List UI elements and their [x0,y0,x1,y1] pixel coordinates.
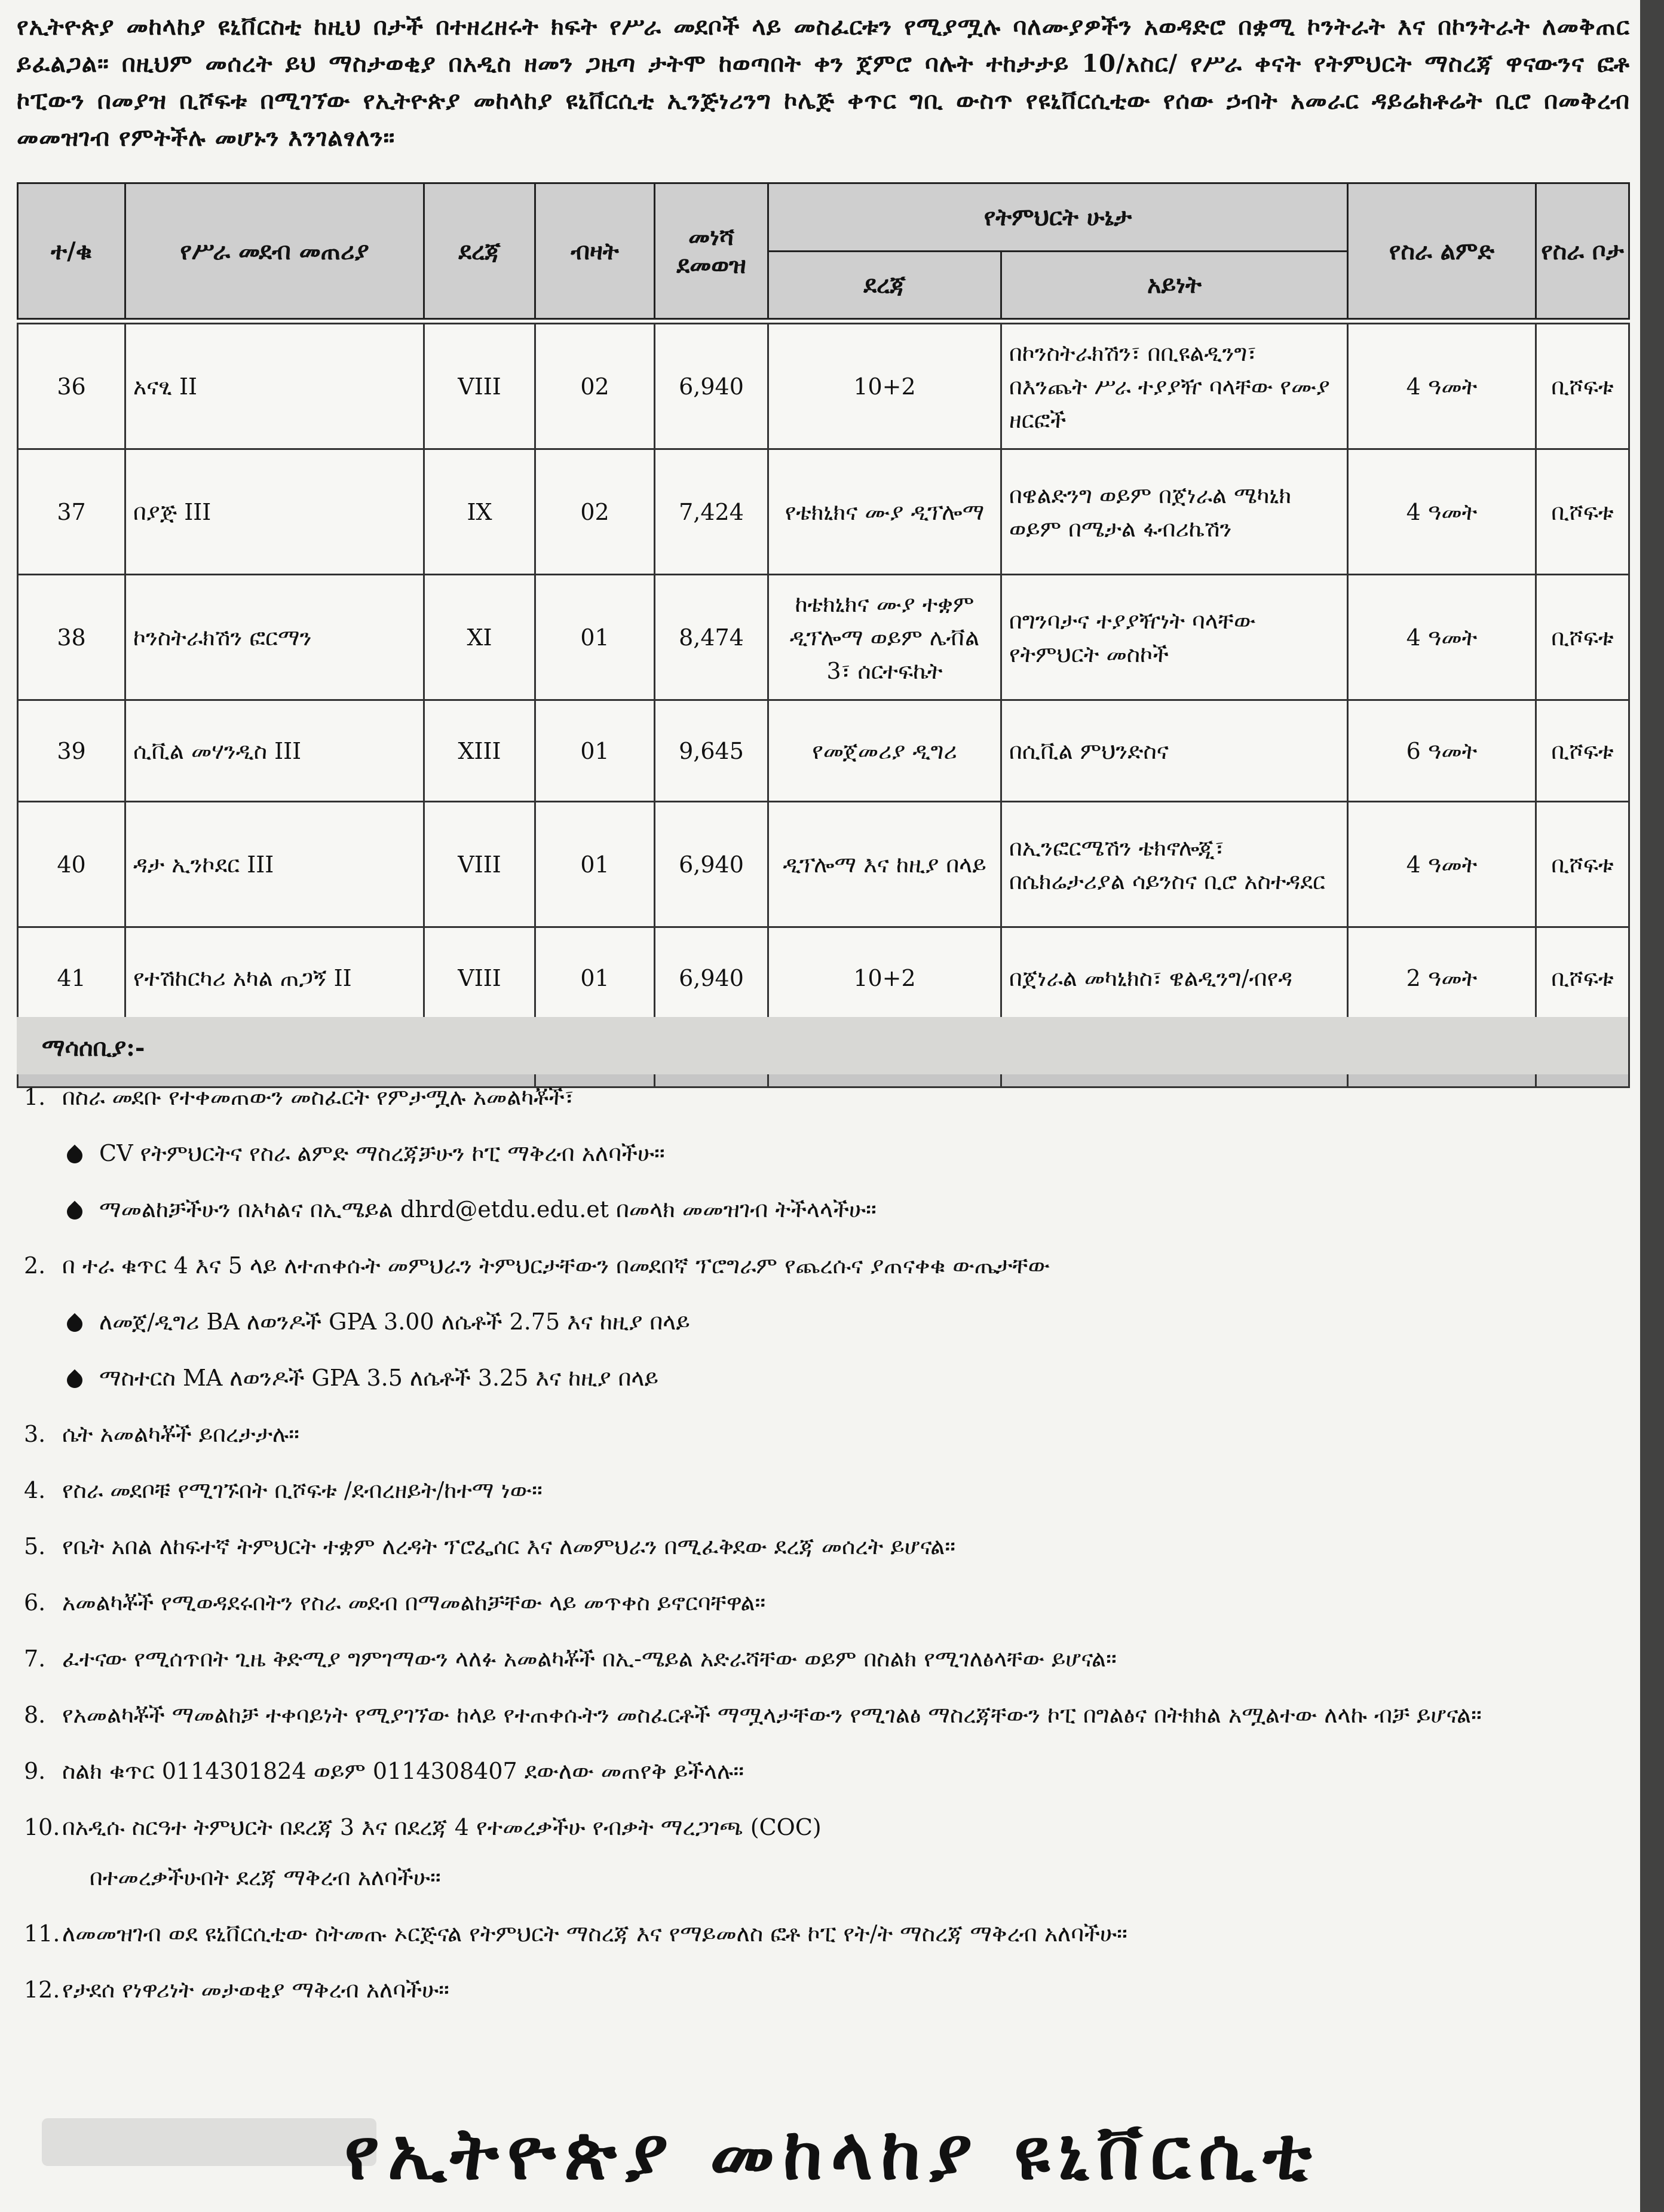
footer-title: የኢትዮጵያ መከላከያ ዩኒቨርሲቲ [344,2112,1320,2196]
note-9: 9. ስልክ ቁጥር 0114301824 ወይም 0114308407 ደውለው መጠየቅ ይችላሉ። [24,1758,744,1784]
note-4: 4. የስራ መደቦቹ የሚገኙበት ቢሾፍቱ /ደብረዘይት/ከተማ ነው። [24,1477,543,1503]
cell-qty: 02 [535,449,655,575]
cell-title: በያጅ III [125,449,424,575]
cell-grade: XI [424,575,535,700]
cell-grade: VIII [424,324,535,449]
cell-location: ቢሾፍቱ [1536,324,1629,449]
cell-experience: 4 ዓመት [1348,324,1536,449]
cell-location: ቢሾፍቱ [1536,449,1629,575]
cell-level: ዲፕሎማ እና ከዚያ በላይ [768,802,1001,927]
vacancy-table [17,323,1630,1088]
header-qty: ብዛት [535,183,655,319]
header-location: የስራ ቦታ [1536,183,1629,319]
note-1a: CV የትምህርትና የስራ ልምድ ማስረጃቻሁን ኮፒ ማቅረብ አለባችሁ። [67,1139,1625,1168]
cell-level: የቴክኒክና ሙያ ዲፕሎማ [768,449,1001,575]
note-2b: ማስተርስ MA ለወንዶች GPA 3.5 ለሴቶች 3.25 እና ከዚያ በላይ [67,1364,1625,1392]
cell-no: 36 [18,324,125,449]
cell-qty: 01 [535,802,655,927]
note-7: 7. ፈተናው የሚሰጥበት ጊዜ ቅድሚያ ግምገማውን ላለፉ አመልካቾች በኢ-ሜይል አድራሻቸው ወይም በስልክ የሚገለፅላቸው ይሆናል። [24,1646,1117,1672]
note-1b: ማመልከቻችሁን በአካልና በኢሜይል dhrd@etdu.edu.et በመላክ መመዝገብ ትችላላችሁ። [67,1195,1625,1224]
cell-no: 38 [18,575,125,700]
vacancy-table-header [17,182,1630,320]
cell-title: ዳታ ኢንኮደር III [125,802,424,927]
cell-no: 41 [18,927,125,1029]
notes-band [17,1017,1628,1074]
cell-grade: VIII [424,802,535,927]
cell-location: ቢሾፍቱ [1536,575,1629,700]
header-grade: ደረጃ [424,183,535,319]
scan-edge [1640,0,1664,2212]
drop-bullet-icon [64,1313,86,1335]
cell-qty: 01 [535,575,655,700]
cell-salary: 9,645 [655,700,768,802]
cell-experience: 4 ዓመት [1348,449,1536,575]
note-3: 3. ሴት አመልካቾች ይበረታታሉ። [24,1421,299,1447]
cell-location: ቢሾፍቱ [1536,927,1629,1029]
cell-no: 39 [18,700,125,802]
cell-experience: 6 ዓመት [1348,700,1536,802]
header-edu-type: አይነት [1001,251,1348,319]
cell-experience: 4 ዓመት [1348,575,1536,700]
cell-experience: 2 ዓመት [1348,927,1536,1029]
note-10-continued: በተመረቃችሁበት ደረጃ ማቅረብ አለባችሁ። [90,1864,441,1891]
cell-type: በኮንስትራክሽን፣ በቢዩልዲንግ፣ በእንጨት ሥራ ተያያዥ ባላቸው የሙያ ዘርፎች [1001,324,1348,449]
note-10: 10.በአዲሱ ስርዓተ ትምህርት በደረጃ 3 እና በደረጃ 4 የተመረቃችሁ የብቃት ማረጋገጫ (COC) [24,1814,822,1840]
note-12: 12.የታደሰ የነዋሪነት መታወቂያ ማቅረብ አለባችሁ። [24,1977,449,2003]
cell-location: ቢሾፍቱ [1536,802,1629,927]
cell-salary: 6,940 [655,802,768,927]
drop-bullet-icon [64,1200,86,1223]
cell-grade: IX [424,449,535,575]
notes-list [24,1083,1625,2032]
cell-level: ከቴክኒክና ሙያ ተቋም ዲፕሎማ ወይም ሌቭል 3፣ ሰርተፍኬት [768,575,1001,700]
cell-salary: 6,940 [655,927,768,1029]
cell-level: የመጀመሪያ ዲግሪ [768,700,1001,802]
cell-type: በጀነራል መካኒክስ፣ ዌልዲንግ/ብየዳ [1001,927,1348,1029]
cell-title: አናፂ II [125,324,424,449]
cell-type: በዌልድንግ ወይም በጀነራል ሜካኒክ ወይም በሜታል ፋብሪኬሽን [1001,449,1348,575]
cell-type: በግንባታና ተያያዥነት ባላቸው የትምህርት መስኮች [1001,575,1348,700]
cell-salary: 6,940 [655,324,768,449]
cell-type: በሲቪል ምህንድስና [1001,700,1348,802]
table-row [18,449,1629,575]
note-2: 2. በ ተራ ቁጥር 4 እና 5 ላይ ለተጠቀሱት መምህራን ትምህርታቸውን በመደበኛ ፕሮግራም የጨረሱና ያጠናቀቁ ውጤታቸው [24,1252,1050,1279]
cell-grade: VIII [424,927,535,1029]
header-salary: መነሻ ደመወዝ [655,183,768,319]
header-no: ተ/ቁ [18,183,125,319]
table-row [18,575,1629,700]
cell-type: በኢንፎርሜሽን ቴክኖሎጂ፣ በሴክሬታሪያል ሳይንስና ቢሮ አስተዳደር [1001,802,1348,927]
cell-level: 10+2 [768,927,1001,1029]
note-2a: ለመጀ/ዲግሪ BA ለወንዶች GPA 3.00 ለሴቶች 2.75 እና ከዚያ በላይ [67,1307,1625,1336]
header-education: የትምህርት ሁኔታ [768,183,1348,252]
cell-salary: 7,424 [655,449,768,575]
cell-experience: 4 ዓመት [1348,802,1536,927]
intro-paragraph: የኢትዮጵያ መከላከያ ዩኒቨርስቲ ከዚህ በታች በተዘረዘሩት ክፍት የሥራ መደቦች ላይ መስፈርቱን የሚያሟሉ ባለሙያዎችን አወዳድሮ በቋሚ ኮንትራት እና በኮንትራት ለመቅጠር ይፈልጋል። በዚህም መሰረት ይህ ማስታወቂያ በአዲስ ዘመን ጋዜጣ ታትሞ ከወጣበት ቀን ጀምሮ ባሉት ተከታታይ 10/አስር/ የሥራ ቀናት የትምህርት ማስረጃ ዋናውንና ፎቶ ኮፒውን በመያዝ ቢሾፍቱ በሚገኘው የኢትዮጵያ መከላከያ ዩኒቨርሲቲ ኢንጅነሪንግ ኮሌጅ ቀጥር ግቢ ውስጥ የዩኒቨርሲቲው የሰው ኃብት አመራር ዳይሬክቶሬት ቢሮ በመቅረብ መመዝገብ የምትችሉ መሆኑን እንገልፃለን። [17,13,1630,152]
notes-title: ማሳሰቢያ:- [42,1034,145,1062]
note-8: 8. የአመልካቾች ማመልከቻ ተቀባይነት የሚያገኘው ከላይ የተጠቀሱትን መስፈርቶች ማሟላታቸውን የሚገልፅ ማስረጃቸውን ኮፒ በግልፅና በትክክል አሟልተው ለላኩ ብቻ ይሆናል። [24,1702,1482,1728]
drop-bullet-icon [64,1144,86,1166]
header-edu-level: ደረጃ [768,251,1001,319]
note-6: 6. አመልካቾች የሚወዳደሩበትን የስራ መደብ በማመልከቻቸው ላይ መጥቀስ ይኖርባቸዋል። [24,1589,766,1616]
cell-title: ሲቪል መሃንዲስ III [125,700,424,802]
cell-qty: 02 [535,324,655,449]
note-1: 1. በስራ መደቡ የተቀመጠውን መስፈርት የምታሟሉ አመልካቾች፣ [24,1084,574,1110]
cell-no: 40 [18,802,125,927]
table-row [18,802,1629,927]
cell-title: ኮንስትራክሽን ፎርማን [125,575,424,700]
cell-level: 10+2 [768,324,1001,449]
cell-title: የተሽከርካሪ አካል ጠጋኝ II [125,927,424,1029]
note-11: 11.ለመመዝገብ ወደ ዩኒቨርሲቲው ስትመጡ ኦርጅናል የትምህርት ማስረጃ እና የማይመለስ ፎቶ ኮፒ የት/ት ማስረጃ ማቅረብ አለባችሁ። [24,1920,1127,1947]
table-row [18,927,1629,1029]
drop-bullet-icon [64,1369,86,1391]
table-row [18,700,1629,802]
note-5: 5. የቤት አበል ለከፍተኛ ትምህርት ተቋም ለረዳት ፕሮፌሰር እና ለመምህራን በሚፈቅደው ደረጃ መሰረት ይሆናል። [24,1533,956,1560]
cell-grade: XIII [424,700,535,802]
table-row [18,324,1629,449]
cell-qty: 01 [535,700,655,802]
cell-salary: 8,474 [655,575,768,700]
cell-no: 37 [18,449,125,575]
cell-qty: 01 [535,927,655,1029]
cell-location: ቢሾፍቱ [1536,700,1629,802]
header-title: የሥራ መደብ መጠሪያ [125,183,424,319]
header-experience: የስራ ልምድ [1348,183,1536,319]
